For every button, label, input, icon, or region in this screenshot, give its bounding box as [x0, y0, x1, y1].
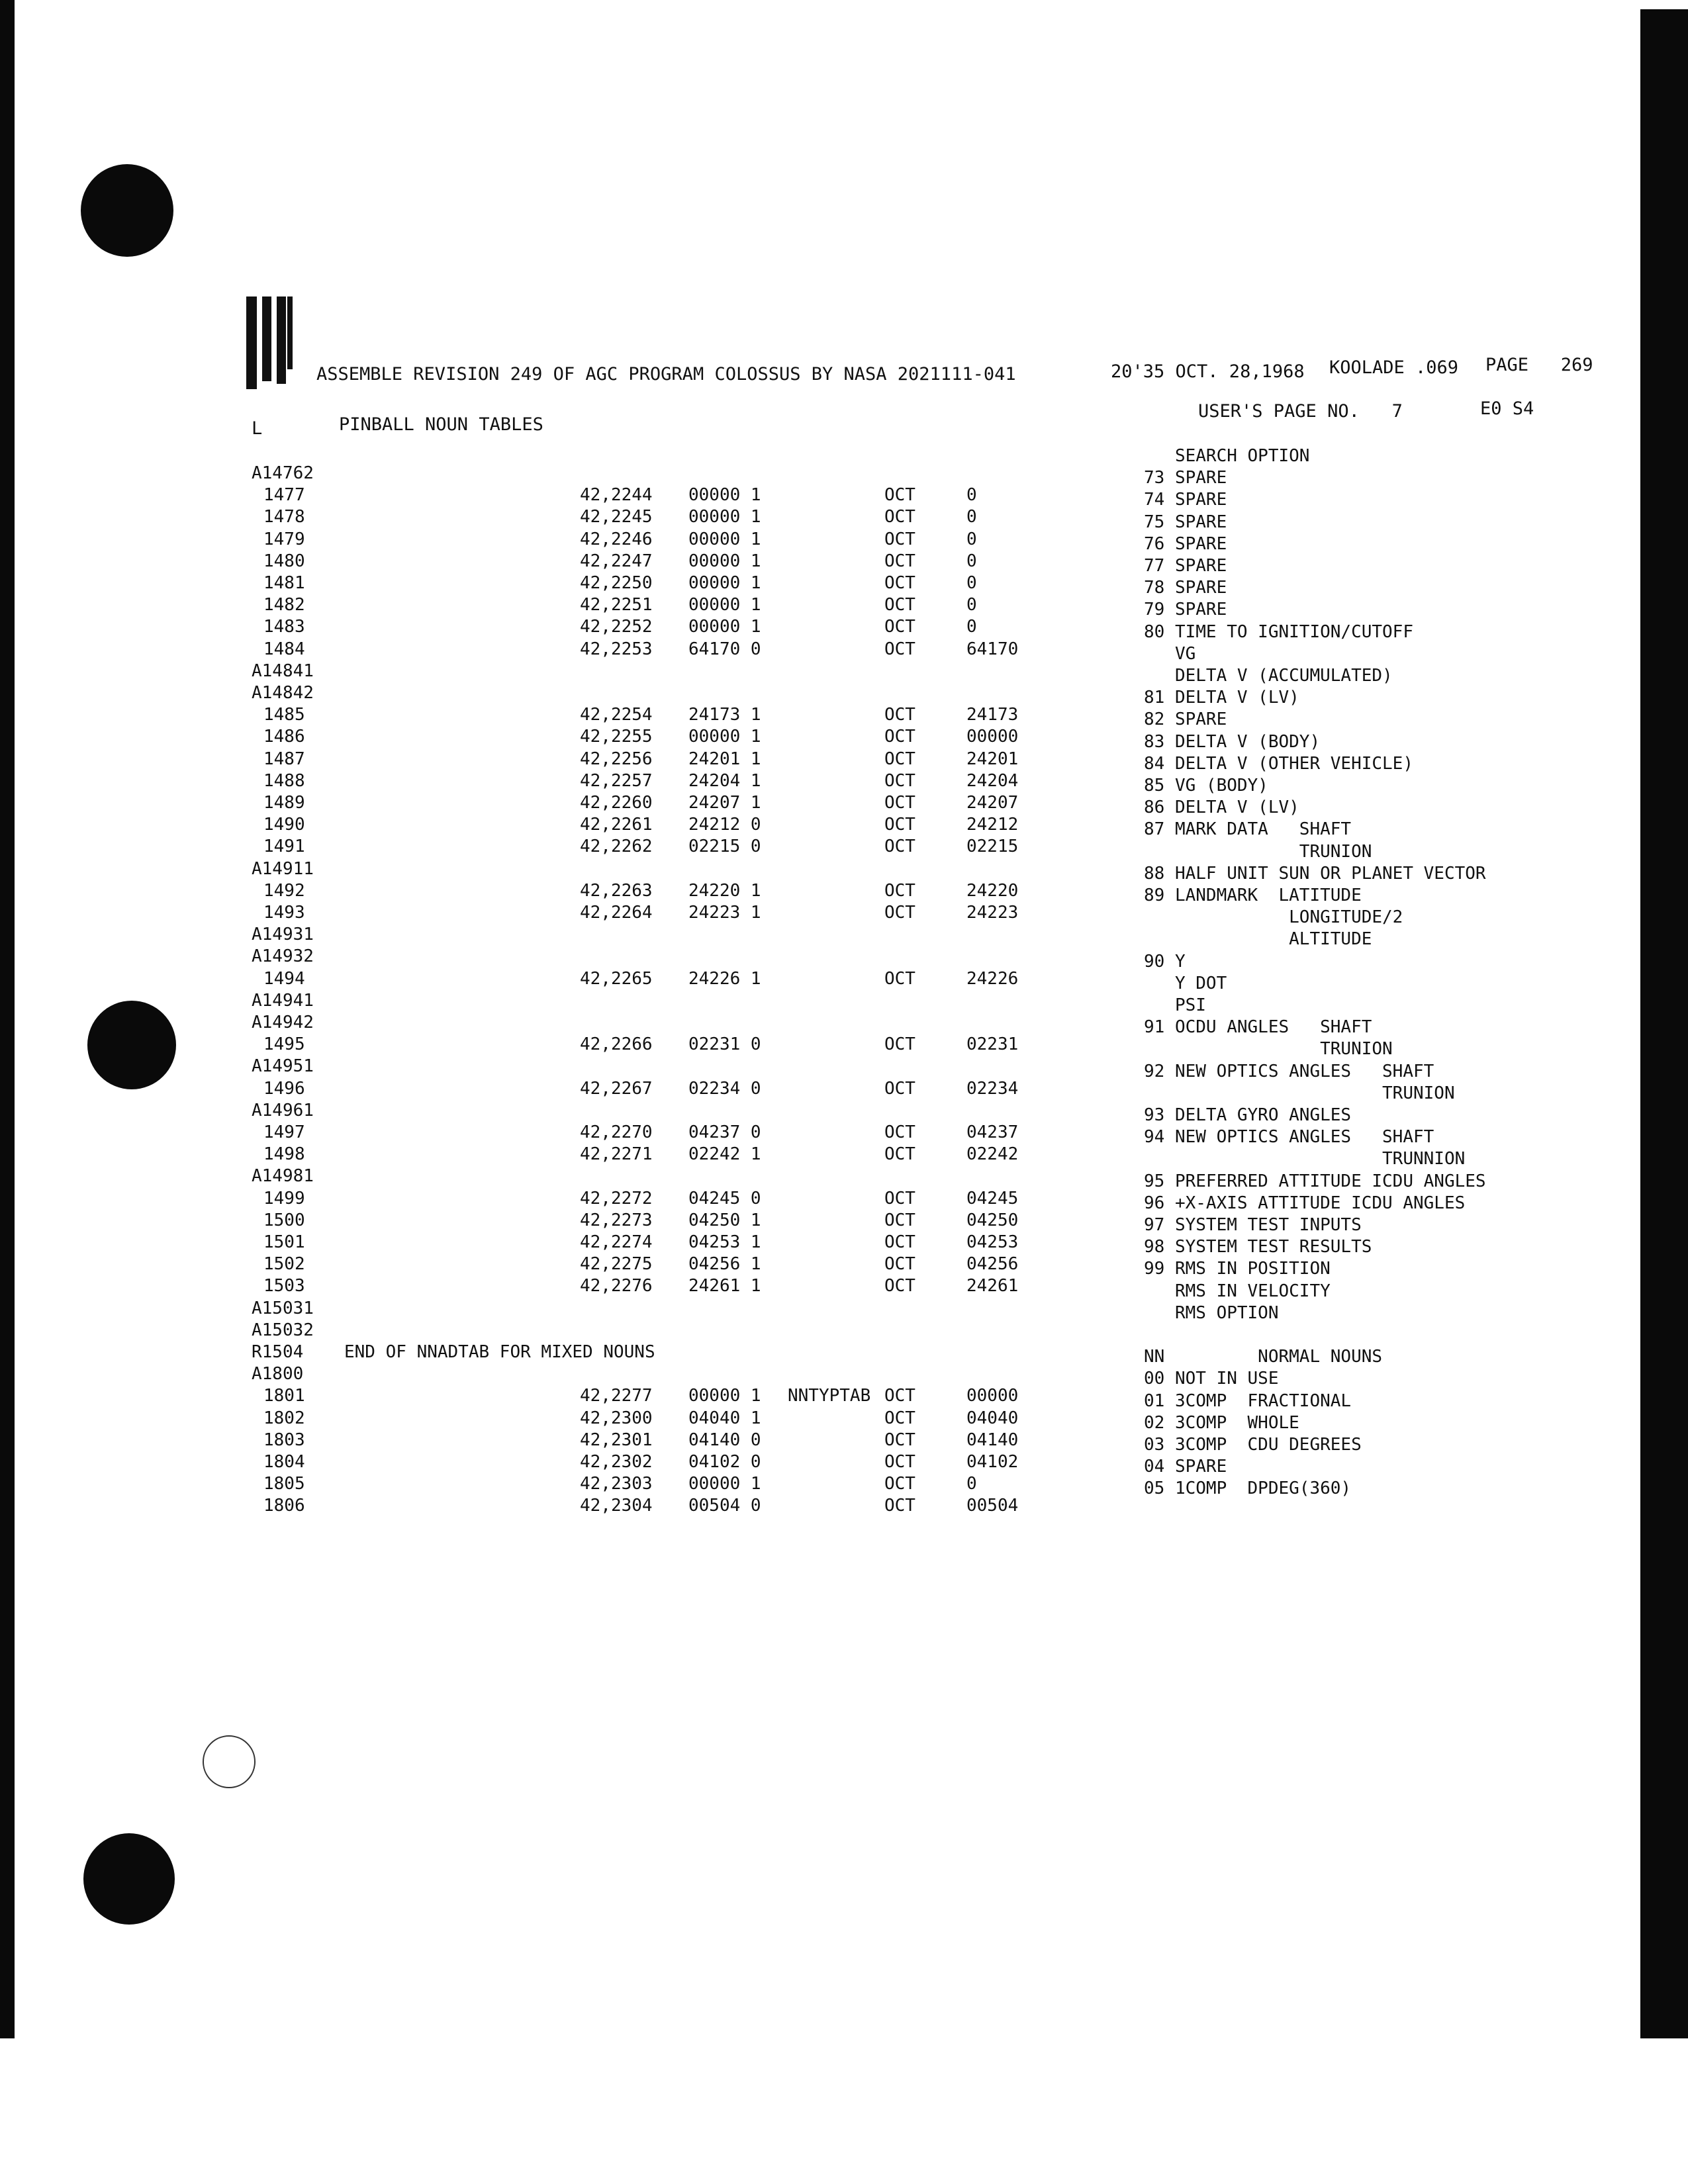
table-cell-operand: 04102	[966, 1452, 1019, 1472]
table-cell-line-number: A1800	[252, 1364, 304, 1384]
noun-description-line: 98 SYSTEM TEST RESULTS	[1144, 1237, 1372, 1257]
table-cell-opcode: OCT	[884, 551, 915, 571]
table-cell-octal-word: 02242 1	[688, 1144, 761, 1164]
table-cell-address: 42,2254	[580, 705, 653, 725]
table-cell-octal-word: 00000 1	[688, 551, 761, 571]
table-cell-line-number: 1497	[263, 1122, 305, 1142]
table-cell-address: 42,2255	[580, 727, 653, 747]
table-cell-opcode: OCT	[884, 573, 915, 593]
table-cell-octal-word: 04256 1	[688, 1254, 761, 1274]
noun-description-line: 88 HALF UNIT SUN OR PLANET VECTOR	[1144, 864, 1486, 884]
table-cell-line-number: A14942	[252, 1013, 314, 1032]
table-cell-operand: 0	[966, 507, 977, 527]
page-number: PAGE 269	[1485, 355, 1593, 375]
table-cell-octal-word: 24226 1	[688, 969, 761, 989]
table-cell-operand: 04256	[966, 1254, 1019, 1274]
table-cell-address: 42,2265	[580, 969, 653, 989]
table-cell-line-number: A14961	[252, 1101, 314, 1120]
table-cell-address: 42,2274	[580, 1232, 653, 1252]
binder-hole-middle	[87, 1001, 176, 1089]
table-cell-address: END OF NNADTAB FOR MIXED NOUNS	[344, 1342, 655, 1362]
table-cell-octal-word: 00000 1	[688, 727, 761, 747]
noun-description-line: RMS OPTION	[1144, 1303, 1279, 1323]
table-cell-opcode: OCT	[884, 1254, 915, 1274]
noun-description-line: 90 Y	[1144, 952, 1186, 972]
table-cell-operand: 02242	[966, 1144, 1019, 1164]
table-cell-octal-word: 24223 1	[688, 903, 761, 923]
table-cell-line-number: A14981	[252, 1166, 314, 1186]
left-scan-border	[0, 0, 15, 2038]
table-cell-opcode: OCT	[884, 727, 915, 747]
table-cell-octal-word: 00000 1	[688, 1386, 761, 1406]
table-cell-address: 42,2257	[580, 771, 653, 791]
table-cell-operand: 24223	[966, 903, 1019, 923]
noun-description-line: ALTITUDE	[1144, 929, 1372, 949]
table-cell-octal-word: 24212 0	[688, 815, 761, 835]
noun-description-line: 83 DELTA V (BODY)	[1144, 732, 1321, 752]
koolade-version: KOOLADE .069	[1329, 357, 1459, 378]
noun-description-line: Y DOT	[1144, 974, 1227, 993]
table-cell-operand: 0	[966, 1474, 977, 1494]
noun-description-line: 00 NOT IN USE	[1144, 1369, 1279, 1388]
binder-hole-outline	[203, 1735, 256, 1788]
table-cell-operand: 24261	[966, 1276, 1019, 1296]
noun-description-line: TRUNNION	[1144, 1149, 1466, 1169]
table-cell-octal-word: 04245 0	[688, 1189, 761, 1208]
table-cell-operand: 00000	[966, 727, 1019, 747]
table-cell-address: 42,2262	[580, 837, 653, 856]
table-cell-line-number: 1492	[263, 881, 305, 901]
table-cell-octal-word: 00000 1	[688, 485, 761, 505]
table-cell-line-number: 1486	[263, 727, 305, 747]
table-cell-line-number: 1480	[263, 551, 305, 571]
table-cell-octal-word: 04102 0	[688, 1452, 761, 1472]
table-cell-operand: 02231	[966, 1034, 1019, 1054]
noun-description-line: 74 SPARE	[1144, 490, 1227, 510]
table-cell-label: NNTYPTAB	[788, 1386, 871, 1406]
table-cell-opcode: OCT	[884, 1122, 915, 1142]
table-cell-opcode: OCT	[884, 1034, 915, 1054]
table-cell-opcode: OCT	[884, 1496, 915, 1516]
table-cell-line-number: A14911	[252, 859, 314, 879]
table-cell-address: 42,2271	[580, 1144, 653, 1164]
table-cell-line-number: 1479	[263, 529, 305, 549]
noun-description-line: 97 SYSTEM TEST INPUTS	[1144, 1215, 1362, 1235]
noun-description-line: 93 DELTA GYRO ANGLES	[1144, 1105, 1352, 1125]
table-cell-operand: 04253	[966, 1232, 1019, 1252]
noun-description-line: TRUNION	[1144, 1039, 1393, 1059]
table-cell-line-number: 1482	[263, 595, 305, 615]
table-cell-line-number: R1504	[252, 1342, 304, 1362]
noun-description-line: SEARCH OPTION	[1144, 446, 1310, 466]
noun-description-line: PSI	[1144, 995, 1206, 1015]
noun-description-line: VG	[1144, 644, 1196, 664]
table-cell-operand: 24201	[966, 749, 1019, 769]
table-cell-line-number: 1493	[263, 903, 305, 923]
noun-description-line: TRUNION	[1144, 1083, 1455, 1103]
table-cell-operand: 02215	[966, 837, 1019, 856]
table-cell-address: 42,2263	[580, 881, 653, 901]
noun-description-line: 01 3COMP FRACTIONAL	[1144, 1391, 1352, 1411]
noun-description-line: 85 VG (BODY)	[1144, 776, 1268, 796]
table-cell-operand: 00000	[966, 1386, 1019, 1406]
noun-description-line: DELTA V (ACCUMULATED)	[1144, 666, 1393, 686]
table-cell-address: 42,2245	[580, 507, 653, 527]
table-cell-address: 42,2303	[580, 1474, 653, 1494]
table-cell-octal-word: 00000 1	[688, 529, 761, 549]
table-cell-address: 42,2244	[580, 485, 653, 505]
noun-description-line: NN NORMAL NOUNS	[1144, 1347, 1383, 1367]
table-cell-address: 42,2270	[580, 1122, 653, 1142]
table-cell-line-number: 1487	[263, 749, 305, 769]
table-cell-address: 42,2267	[580, 1079, 653, 1099]
noun-description-line: 96 +X-AXIS ATTITUDE ICDU ANGLES	[1144, 1193, 1466, 1213]
table-cell-line-number: 1500	[263, 1210, 305, 1230]
table-cell-opcode: OCT	[884, 881, 915, 901]
table-cell-address: 42,2250	[580, 573, 653, 593]
noun-description-line: 94 NEW OPTICS ANGLES SHAFT	[1144, 1127, 1434, 1147]
noun-description-line: 89 LANDMARK LATITUDE	[1144, 886, 1362, 905]
table-cell-line-number: 1805	[263, 1474, 305, 1494]
noun-description-line: 03 3COMP CDU DEGREES	[1144, 1435, 1362, 1455]
assembly-datetime: 20'35 OCT. 28,1968	[1111, 361, 1305, 382]
table-cell-opcode: OCT	[884, 639, 915, 659]
table-cell-line-number: 1489	[263, 793, 305, 813]
table-cell-opcode: OCT	[884, 595, 915, 615]
table-cell-line-number: 1494	[263, 969, 305, 989]
table-cell-address: 42,2246	[580, 529, 653, 549]
table-cell-opcode: OCT	[884, 837, 915, 856]
table-cell-opcode: OCT	[884, 1144, 915, 1164]
noun-description-line: 82 SPARE	[1144, 709, 1227, 729]
table-cell-octal-word: 04253 1	[688, 1232, 761, 1252]
noun-description-line: 91 OCDU ANGLES SHAFT	[1144, 1017, 1372, 1037]
table-cell-line-number: A14762	[252, 463, 314, 483]
table-cell-line-number: 1483	[263, 617, 305, 637]
table-cell-opcode: OCT	[884, 1386, 915, 1406]
table-cell-address: 42,2273	[580, 1210, 653, 1230]
table-cell-line-number: A14841	[252, 661, 314, 681]
noun-description-line: LONGITUDE/2	[1144, 907, 1403, 927]
table-cell-line-number: 1491	[263, 837, 305, 856]
table-cell-line-number: 1806	[263, 1496, 305, 1516]
table-cell-octal-word: 04250 1	[688, 1210, 761, 1230]
table-cell-address: 42,2304	[580, 1496, 653, 1516]
noun-description-line: 78 SPARE	[1144, 578, 1227, 598]
barcode-mark	[246, 296, 294, 389]
table-cell-address: 42,2251	[580, 595, 653, 615]
table-cell-line-number: 1488	[263, 771, 305, 791]
table-cell-line-number: 1485	[263, 705, 305, 725]
table-cell-octal-word: 00000 1	[688, 1474, 761, 1494]
table-cell-opcode: OCT	[884, 1430, 915, 1450]
table-cell-octal-word: 04040 1	[688, 1408, 761, 1428]
table-cell-operand: 04237	[966, 1122, 1019, 1142]
table-cell-address: 42,2261	[580, 815, 653, 835]
table-cell-opcode: OCT	[884, 749, 915, 769]
table-cell-line-number: A15032	[252, 1320, 314, 1340]
table-cell-line-number: 1477	[263, 485, 305, 505]
noun-description-line: 75 SPARE	[1144, 512, 1227, 532]
table-cell-operand: 0	[966, 485, 977, 505]
table-cell-line-number: A14842	[252, 683, 314, 703]
table-cell-operand: 64170	[966, 639, 1019, 659]
table-cell-octal-word: 24261 1	[688, 1276, 761, 1296]
table-cell-line-number: 1502	[263, 1254, 305, 1274]
table-cell-operand: 24220	[966, 881, 1019, 901]
table-cell-octal-word: 00000 1	[688, 617, 761, 637]
table-cell-address: 42,2260	[580, 793, 653, 813]
table-cell-octal-word: 02234 0	[688, 1079, 761, 1099]
binder-hole-top	[81, 164, 173, 257]
table-cell-opcode: OCT	[884, 1452, 915, 1472]
table-cell-line-number: 1803	[263, 1430, 305, 1450]
table-cell-operand: 0	[966, 551, 977, 571]
table-cell-octal-word: 24220 1	[688, 881, 761, 901]
noun-description-line: 80 TIME TO IGNITION/CUTOFF	[1144, 622, 1413, 642]
noun-description-line: 73 SPARE	[1144, 468, 1227, 488]
user-page-number: USER'S PAGE NO. 7	[1198, 401, 1403, 422]
table-cell-address: 42,2266	[580, 1034, 653, 1054]
table-cell-opcode: OCT	[884, 617, 915, 637]
table-cell-octal-word: 02215 0	[688, 837, 761, 856]
table-cell-line-number: 1801	[263, 1386, 305, 1406]
table-cell-octal-word: 64170 0	[688, 639, 761, 659]
table-cell-opcode: OCT	[884, 1276, 915, 1296]
table-cell-address: 42,2301	[580, 1430, 653, 1450]
noun-description-line: 02 3COMP WHOLE	[1144, 1413, 1299, 1433]
table-cell-line-number: A15031	[252, 1298, 314, 1318]
noun-description-line: RMS IN VELOCITY	[1144, 1281, 1331, 1301]
table-cell-line-number: A14941	[252, 991, 314, 1011]
table-cell-line-number: A14931	[252, 925, 314, 944]
listing-marker: L	[252, 418, 263, 439]
table-cell-line-number: 1490	[263, 815, 305, 835]
table-cell-opcode: OCT	[884, 1189, 915, 1208]
table-cell-line-number: A14951	[252, 1056, 314, 1076]
table-cell-opcode: OCT	[884, 815, 915, 835]
table-cell-line-number: 1484	[263, 639, 305, 659]
table-cell-octal-word: 24204 1	[688, 771, 761, 791]
table-cell-octal-word: 24207 1	[688, 793, 761, 813]
table-cell-address: 42,2276	[580, 1276, 653, 1296]
table-cell-opcode: OCT	[884, 969, 915, 989]
table-cell-line-number: 1499	[263, 1189, 305, 1208]
table-cell-address: 42,2275	[580, 1254, 653, 1274]
table-cell-address: 42,2272	[580, 1189, 653, 1208]
table-cell-octal-word: 04140 0	[688, 1430, 761, 1450]
table-cell-opcode: OCT	[884, 1474, 915, 1494]
table-cell-operand: 04250	[966, 1210, 1019, 1230]
noun-description-line: 76 SPARE	[1144, 534, 1227, 554]
table-cell-operand: 04140	[966, 1430, 1019, 1450]
table-cell-opcode: OCT	[884, 485, 915, 505]
table-cell-octal-word: 00504 0	[688, 1496, 761, 1516]
noun-description-line: 86 DELTA V (LV)	[1144, 797, 1299, 817]
table-cell-opcode: OCT	[884, 793, 915, 813]
section-title: PINBALL NOUN TABLES	[339, 414, 543, 435]
table-cell-operand: 0	[966, 595, 977, 615]
table-cell-line-number: 1501	[263, 1232, 305, 1252]
table-cell-operand: 0	[966, 529, 977, 549]
noun-description-line: 92 NEW OPTICS ANGLES SHAFT	[1144, 1062, 1434, 1081]
binder-hole-bottom	[83, 1833, 175, 1925]
table-cell-opcode: OCT	[884, 529, 915, 549]
table-cell-address: 42,2253	[580, 639, 653, 659]
assembly-header: ASSEMBLE REVISION 249 OF AGC PROGRAM COLOSSUS BY NASA 2021111-041	[316, 364, 1016, 385]
table-cell-octal-word: 24201 1	[688, 749, 761, 769]
table-cell-line-number: 1498	[263, 1144, 305, 1164]
table-cell-operand: 00504	[966, 1496, 1019, 1516]
noun-description-line: 05 1COMP DPDEG(360)	[1144, 1479, 1352, 1498]
table-cell-octal-word: 02231 0	[688, 1034, 761, 1054]
table-cell-operand: 24204	[966, 771, 1019, 791]
table-cell-line-number: 1495	[263, 1034, 305, 1054]
table-cell-operand: 24207	[966, 793, 1019, 813]
noun-description-line: TRUNION	[1144, 842, 1372, 862]
table-cell-address: 42,2256	[580, 749, 653, 769]
table-cell-octal-word: 00000 1	[688, 573, 761, 593]
noun-description-line: 84 DELTA V (OTHER VEHICLE)	[1144, 754, 1413, 774]
table-cell-operand: 0	[966, 573, 977, 593]
table-cell-address: 42,2264	[580, 903, 653, 923]
noun-description-line: 99 RMS IN POSITION	[1144, 1259, 1331, 1279]
table-cell-line-number: 1481	[263, 573, 305, 593]
table-cell-address: 42,2300	[580, 1408, 653, 1428]
table-cell-opcode: OCT	[884, 1408, 915, 1428]
table-cell-line-number: 1496	[263, 1079, 305, 1099]
table-cell-opcode: OCT	[884, 771, 915, 791]
table-cell-operand: 24226	[966, 969, 1019, 989]
noun-description-line: 77 SPARE	[1144, 556, 1227, 576]
eo-code: E0 S4	[1480, 398, 1534, 419]
table-cell-line-number: 1503	[263, 1276, 305, 1296]
table-cell-operand: 0	[966, 617, 977, 637]
table-cell-operand: 04245	[966, 1189, 1019, 1208]
table-cell-operand: 24173	[966, 705, 1019, 725]
noun-description-line: 79 SPARE	[1144, 600, 1227, 619]
noun-description-line: 95 PREFERRED ATTITUDE ICDU ANGLES	[1144, 1171, 1486, 1191]
table-cell-opcode: OCT	[884, 903, 915, 923]
table-cell-line-number: 1478	[263, 507, 305, 527]
noun-description-line: 04 SPARE	[1144, 1457, 1227, 1477]
table-cell-octal-word: 00000 1	[688, 595, 761, 615]
noun-description-line: 87 MARK DATA SHAFT	[1144, 819, 1352, 839]
table-cell-opcode: OCT	[884, 1232, 915, 1252]
table-cell-octal-word: 04237 0	[688, 1122, 761, 1142]
right-scan-border	[1640, 9, 1688, 2038]
table-cell-line-number: A14932	[252, 946, 314, 966]
table-cell-opcode: OCT	[884, 1079, 915, 1099]
table-cell-line-number: 1802	[263, 1408, 305, 1428]
table-cell-address: 42,2302	[580, 1452, 653, 1472]
noun-description-line: 81 DELTA V (LV)	[1144, 688, 1299, 707]
table-cell-octal-word: 24173 1	[688, 705, 761, 725]
table-cell-operand: 02234	[966, 1079, 1019, 1099]
table-cell-octal-word: 00000 1	[688, 507, 761, 527]
table-cell-address: 42,2277	[580, 1386, 653, 1406]
table-cell-address: 42,2247	[580, 551, 653, 571]
table-cell-operand: 04040	[966, 1408, 1019, 1428]
table-cell-operand: 24212	[966, 815, 1019, 835]
table-cell-line-number: 1804	[263, 1452, 305, 1472]
table-cell-opcode: OCT	[884, 1210, 915, 1230]
table-cell-opcode: OCT	[884, 507, 915, 527]
table-cell-opcode: OCT	[884, 705, 915, 725]
table-cell-address: 42,2252	[580, 617, 653, 637]
